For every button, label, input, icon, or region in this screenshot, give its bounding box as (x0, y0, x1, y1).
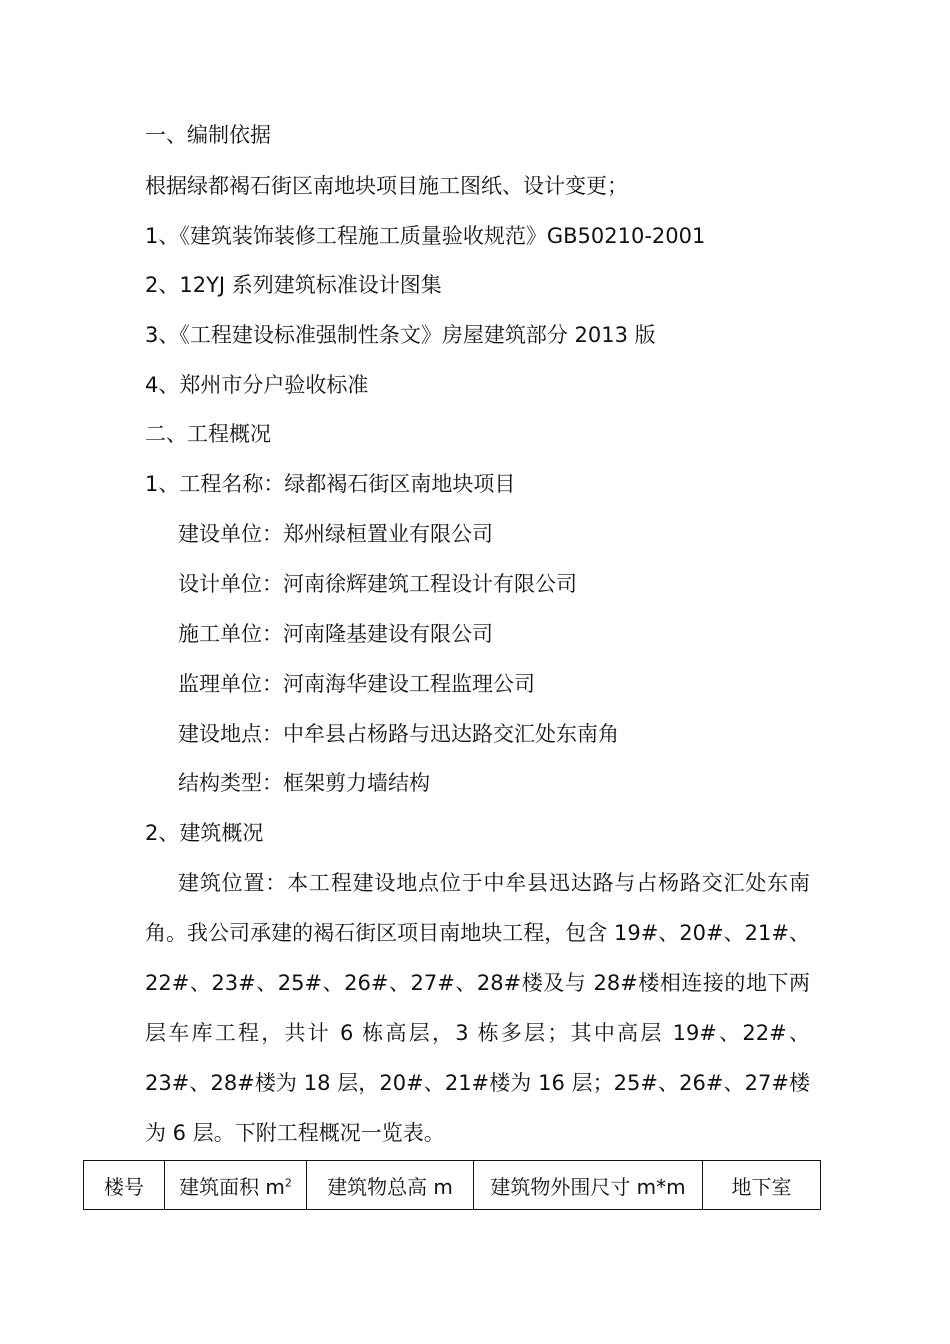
basis-intro: 根据绿都褐石街区南地块项目施工图纸、设计变更； (145, 174, 628, 198)
project-name: 1、工程名称：绿都褐石街区南地块项目 (145, 472, 516, 496)
heading-basis: 一、编制依据 (145, 123, 271, 147)
detail-developer: 建设单位：郑州绿桓置业有限公司 (178, 522, 493, 546)
header-basement: 地下室 (703, 1161, 821, 1210)
detail-location: 建设地点：中牟县占杨路与迅达路交汇处东南角 (178, 722, 619, 746)
header-outer-dimensions: 建筑物外围尺寸 m*m (474, 1161, 703, 1210)
basis-item-4: 4、郑州市分户验收标准 (145, 373, 369, 397)
detail-designer: 设计单位：河南徐辉建筑工程设计有限公司 (178, 572, 577, 596)
heading-building-overview: 2、建筑概况 (145, 821, 264, 845)
header-building-no: 楼号 (84, 1161, 165, 1210)
basis-item-2: 2、12YJ 系列建筑标准设计图集 (145, 273, 442, 297)
header-total-height: 建筑物总高 m (307, 1161, 474, 1210)
basis-item-1: 1、《建筑装饰装修工程施工质量验收规范》GB50210-2001 (145, 224, 706, 248)
table-header-row (84, 1161, 821, 1210)
overview-table (83, 1160, 821, 1210)
header-floor-area: 建筑面积 $m^2$ (165, 1161, 307, 1210)
heading-overview: 二、工程概况 (145, 422, 271, 446)
detail-supervisor: 监理单位：河南海华建设工程监理公司 (178, 672, 535, 696)
detail-structure: 结构类型：框架剪力墙结构 (178, 771, 430, 795)
building-location-paragraph: 建筑位置：本工程建设地点位于中牟县迅达路与占杨路交汇处东南角。我公司承建的褐石街区项目南地块工程，包含 19#、20#、21#、22#、23#、25#、26#、27#、28#楼及与 28#楼相连接的地下两层车库工程，共计 6 栋高层，3 栋多层；其中高层 19#、22#、23#、28#楼为 18 层，20#、21#楼为 16 层；25#、26#、27#楼为 6 层。下附工程概况一览表。 (145, 871, 810, 1145)
detail-contractor: 施工单位：河南隆基建设有限公司 (178, 622, 493, 646)
basis-item-3: 3、《工程建设标准强制性条文》房屋建筑部分 2013 版 (145, 323, 656, 347)
